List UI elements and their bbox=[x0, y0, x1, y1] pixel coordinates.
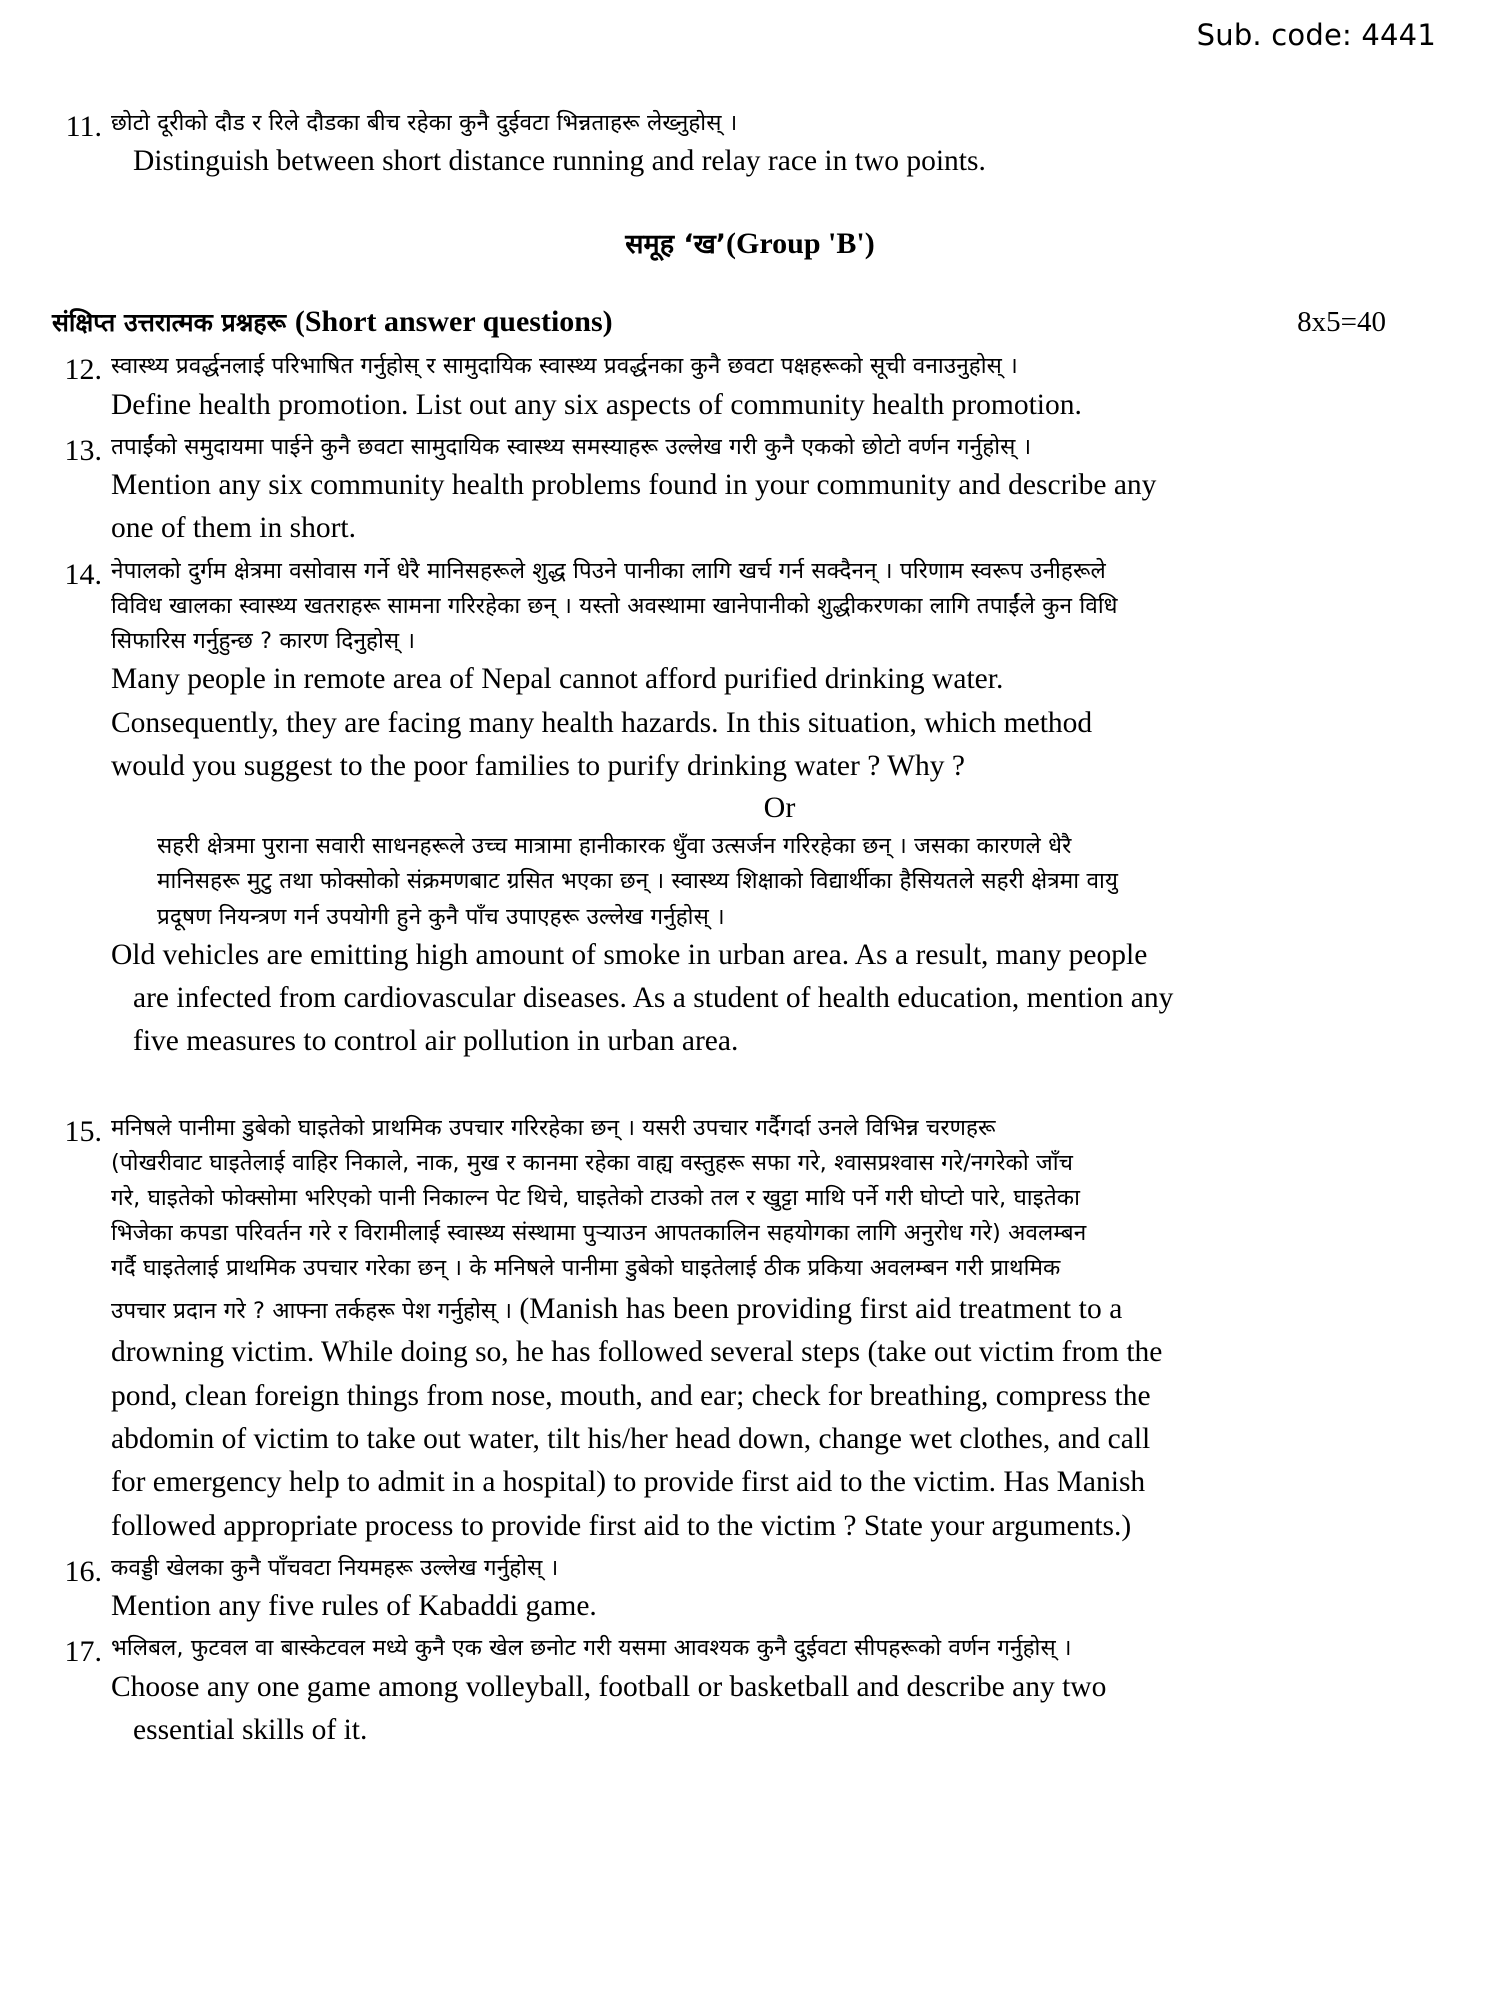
question-14-alt-nepali-line-2: मानिसहरू मुटु तथा फोक्सोको संक्रमणबाट ग्रसित भएका छन् । स्वास्थ्य शिक्षाको विद्यार्थीका हैसियतले सहरी क्षेत्रमा वायु bbox=[157, 868, 1119, 895]
question-15-nepali-line-5: गर्दै घाइतेलाई प्राथमिक उपचार गरेका छन् । के मनिषले पानीमा डुबेको घाइतेलाई ठीक प्रकिया अवलम्बन गरी प्राथमिक bbox=[111, 1255, 1061, 1282]
question-14-nepali-line-3: सिफारिस गर्नुहुन्छ ? कारण दिनुहोस् । bbox=[111, 628, 416, 655]
question-14-nepali-line-2: विविध खालका स्वास्थ्य खतराहरू सामना गरिरहेका छन् । यस्तो अवस्थामा खानेपानीको शुद्धीकरणका लागि तपाईंले कुन विधि bbox=[111, 592, 1118, 619]
group-b-title bbox=[52, 224, 1448, 261]
question-11-number: 11. bbox=[65, 110, 102, 143]
question-15-english-line-4: for emergency help to admit in a hospital) to provide first aid to the victim. Has Manish bbox=[111, 1466, 1146, 1499]
question-17-english-line-2: essential skills of it. bbox=[133, 1713, 368, 1746]
section-label-nepali: संक्षिप्त उत्तरात्मक प्रश्नहरू bbox=[52, 308, 287, 338]
subject-code: Sub. code: 4441 bbox=[1196, 18, 1436, 52]
question-16-nepali: कवड्डी खेलका कुनै पाँचवटा नियमहरू उल्लेख गर्नुहोस् । bbox=[111, 1554, 559, 1581]
question-13-nepali: तपाईंको समुदायमा पाईने कुनै छवटा सामुदायिक स्वास्थ्य समस्याहरू उल्लेख गरी कुनै एकको छोटो वर्णन गर्नुहोस् । bbox=[111, 433, 1032, 460]
group-b-title-english: (Group 'B') bbox=[726, 227, 875, 261]
question-16 bbox=[52, 1551, 1448, 1629]
question-14-alt-english-line-2: are infected from cardiovascular diseases. As a student of health education, mention any bbox=[133, 982, 1174, 1015]
section-label-english: (Short answer questions) bbox=[294, 305, 613, 339]
section-spacer bbox=[52, 1067, 1448, 1111]
question-17-number: 17. bbox=[64, 1635, 102, 1669]
question-13 bbox=[52, 430, 1448, 552]
question-17 bbox=[52, 1631, 1448, 1753]
question-11-nepali: छोटो दूरीको दौड र रिले दौडका बीच रहेका कुनै दुईवटा भिन्नताहरू लेख्नुहोस् । bbox=[111, 110, 738, 136]
question-14-english-line-1: Many people in remote area of Nepal cannot afford purified drinking water. bbox=[111, 663, 1004, 696]
question-15-english-line-2: pond, clean foreign things from nose, mouth, and ear; check for breathing, compress the bbox=[111, 1379, 1151, 1412]
question-15-mixed-english: (Manish has been providing first aid treatment to a bbox=[519, 1292, 1123, 1325]
question-17-english-line-1: Choose any one game among volleyball, football or basketball and describe any two bbox=[111, 1670, 1107, 1703]
question-15-nepali-line-2: (पोखरीवाट घाइतेलाई वाहिर निकाले, नाक, मुख र कानमा रहेका वाह्य वस्तुहरू सफा गरे, श्वासप्रश्वास गरे/नगरेको जाँच bbox=[111, 1149, 1074, 1176]
question-15-nepali-line-4: भिजेका कपडा परिवर्तन गरे र विरामीलाई स्वास्थ्य संस्थामा पुऱ्याउन आपतकालिन सहयोगका लागि अनुरोध गरे) अवलम्बन bbox=[111, 1220, 1087, 1247]
question-15-nepali-line-1: मनिषले पानीमा डुबेको घाइतेको प्राथमिक उपचार गरिरहेका छन् । यसरी उपचार गर्दैगर्दा उनले विभिन्न चरणहरू bbox=[111, 1114, 996, 1141]
question-15-number: 15. bbox=[64, 1114, 102, 1148]
question-15-english-line-3: abdomin of victim to take out water, tilt his/her head down, change wet clothes, and call bbox=[111, 1423, 1151, 1456]
question-15 bbox=[52, 1111, 1448, 1549]
section-label bbox=[52, 305, 613, 339]
question-14-alt-english-line-3: five measures to control air pollution in urban area. bbox=[133, 1025, 739, 1058]
question-14 bbox=[52, 554, 1448, 1065]
group-b-title-nepali: समूह ‘ख’ bbox=[625, 229, 727, 261]
question-13-english-line-1: Mention any six community health problems found in your community and describe any bbox=[111, 469, 1157, 502]
question-14-alt-nepali-line-1: सहरी क्षेत्रमा पुराना सवारी साधनहरूले उच्च मात्रामा हानीकारक धुँवा उत्सर्जन गरिरहेका छन् । जसका कारणले धेरै bbox=[157, 833, 1072, 860]
question-12-english: Define health promotion. List out any six aspects of community health promotion. bbox=[111, 388, 1082, 421]
or-separator: Or bbox=[763, 791, 796, 825]
question-14-alternative bbox=[111, 829, 1448, 934]
question-14-alt-english-line-1: Old vehicles are emitting high amount of smoke in urban area. As a result, many people bbox=[111, 938, 1148, 971]
short-answer-section-header bbox=[52, 305, 1448, 339]
question-15-mixed-line bbox=[111, 1287, 1448, 1332]
question-12 bbox=[52, 349, 1448, 427]
question-12-number: 12. bbox=[64, 353, 102, 387]
page-header bbox=[52, 18, 1448, 52]
question-16-english: Mention any five rules of Kabaddi game. bbox=[111, 1590, 597, 1623]
question-16-number: 16. bbox=[64, 1554, 102, 1588]
question-14-alt-nepali-line-3: प्रदूषण नियन्त्रण गर्न उपयोगी हुने कुनै पाँच उपाएहरू उल्लेख गर्नुहोस् । bbox=[157, 903, 725, 930]
question-14-english-line-2: Consequently, they are facing many health hazards. In this situation, which method bbox=[111, 706, 1093, 739]
question-15-english-line-1: drowning victim. While doing so, he has followed several steps (take out victim from the bbox=[111, 1336, 1163, 1369]
question-12-nepali: स्वास्थ्य प्रवर्द्धनलाई परिभाषित गर्नुहोस् र सामुदायिक स्वास्थ्य प्रवर्द्धनका कुनै छवटा पक्षहरूको सूची वनाउनुहोस् । bbox=[111, 353, 1018, 380]
question-13-english-line-2: one of them in short. bbox=[111, 512, 356, 545]
question-17-nepali: भलिबल, फुटवल वा बास्केटवल मध्ये कुनै एक खेल छनोट गरी यसमा आवश्यक कुनै दुईवटा सीपहरूको वर्णन गर्नुहोस् । bbox=[111, 1635, 1072, 1662]
question-11 bbox=[52, 106, 1448, 184]
question-15-nepali-line-3: गरे, घाइतेको फोक्सोमा भरिएको पानी निकाल्न पेट थिचे, घाइतेको टाउको तल र खुट्टा माथि पर्ने गरी घोप्टो पारे, घाइतेका bbox=[111, 1185, 1081, 1212]
question-14-nepali-line-1: नेपालको दुर्गम क्षेत्रमा वसोवास गर्ने धेरै मानिसहरूले शुद्ध पिउने पानीका लागि खर्च गर्न सक्दैनन् । परिणाम स्वरूप उनीहरूले bbox=[111, 557, 1106, 584]
question-15-mixed-nepali: उपचार प्रदान गरे ? आफ्ना तर्कहरू पेश गर्नुहोस् । bbox=[111, 1297, 513, 1324]
question-14-number: 14. bbox=[64, 557, 102, 591]
question-15-english-line-5: followed appropriate process to provide first aid to the victim ? State your arguments.) bbox=[111, 1509, 1132, 1542]
section-marks: 8x5=40 bbox=[1297, 306, 1386, 339]
question-11-english: Distinguish between short distance running and relay race in two points. bbox=[133, 145, 986, 178]
question-13-number: 13. bbox=[64, 433, 102, 467]
question-14-english-line-3: would you suggest to the poor families to purify drinking water ? Why ? bbox=[111, 749, 965, 782]
